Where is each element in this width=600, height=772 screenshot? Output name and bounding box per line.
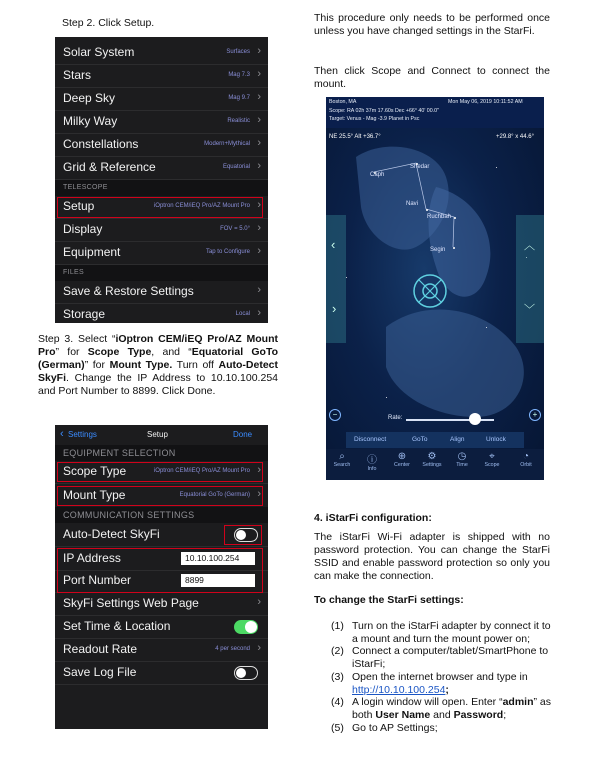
port-number-label: Port Number: [63, 573, 132, 587]
menu-row-value: Surfaces: [226, 49, 250, 55]
highlight-box: [57, 548, 263, 593]
highlight-box: [57, 486, 263, 506]
star-label-ruchbah: Ruchbah: [427, 214, 452, 220]
menu-row-value: Realistic: [227, 118, 250, 124]
section-heading-istarfi: 4. iStarFi configuration:: [314, 512, 432, 524]
tab-orbit[interactable]: [514, 451, 538, 468]
mount-type-label: Mount Type: [63, 488, 126, 502]
highlight-box: [224, 525, 262, 545]
menu-row-value: Mag 7.3: [228, 72, 250, 78]
para-istarfi: The iStarFi Wi-Fi adapter is shipped with no password protection. You can change the StarFi SSID and enable password protection so only you can make the connection.: [314, 531, 550, 582]
menu-row-label: Storage: [63, 307, 106, 321]
tab-label: Settings: [422, 462, 442, 468]
ip-address-label: IP Address: [63, 551, 121, 565]
sky-datetime: Mon May 06, 2019 10:11:52 AM: [448, 99, 523, 105]
heading-change-settings: To change the StarFi settings:: [314, 594, 464, 606]
chevron-right-icon: ›: [257, 284, 261, 296]
sky-ne-readout: NE 25.5° Alt +36.7°: [329, 134, 381, 140]
menu-row-rows-1[interactable]: [55, 65, 268, 88]
menu-row-rows-2[interactable]: [55, 88, 268, 111]
web-page-row[interactable]: [55, 593, 268, 616]
chevron-left-icon[interactable]: ‹: [60, 428, 64, 440]
section-telescope: TELESCOPE: [55, 180, 268, 196]
menu-row-value: iOptron CEM/iEQ Pro/AZ Mount Pro: [153, 203, 250, 209]
menu-row-label: Constellations: [63, 137, 139, 151]
step3-text: Step 3. Select “iOptron CEM/iEQ Pro/AZ Mount Pro” for Scope Type, and “Equatorial GoTo (German)” for Mount Type. Turn off Auto-Detect SkyFi. Change the IP Address to 10.10.100.254 and Port Number to 8899. Click Done.: [38, 333, 279, 397]
chevron-right-icon: ›: [257, 68, 261, 80]
sky-location: Boston, MA: [329, 99, 357, 105]
settings-menu-screenshot: [55, 37, 268, 323]
chevron-right-icon: ›: [257, 160, 261, 172]
highlight-box: [57, 197, 263, 218]
star-label-segin: Segin: [430, 247, 446, 253]
menu-row-label: Equipment: [63, 245, 121, 259]
star: [454, 217, 456, 219]
zoom-out-icon[interactable]: −: [329, 409, 341, 421]
menu-row-rows-0[interactable]: [55, 42, 268, 65]
goto-button[interactable]: GoTo: [412, 436, 428, 443]
tab-label: Scope: [484, 462, 500, 468]
section-equipment: EQUIPMENT SELECTION: [55, 445, 268, 461]
menu-row-rows2-2[interactable]: [55, 242, 268, 265]
time-location-toggle[interactable]: [234, 620, 258, 634]
menu-row-value: Mag 9.7: [228, 95, 250, 101]
zoom-in-icon[interactable]: +: [529, 409, 541, 421]
menu-row-value: FOV = 5.0°: [220, 226, 250, 232]
disconnect-button[interactable]: Disconnect: [354, 436, 387, 443]
tab-bar: [326, 449, 544, 480]
menu-row-label: Grid & Reference: [63, 160, 156, 174]
log-file-toggle[interactable]: [234, 666, 258, 680]
star: [386, 397, 387, 398]
chevron-right-icon: ›: [257, 307, 261, 319]
orbit-icon: ◔: [522, 451, 530, 462]
tab-label: Orbit: [520, 462, 532, 468]
skysafari-starmap-screenshot: [326, 97, 544, 480]
para-connect: Then click Scope and Connect to connect the mount.: [314, 65, 550, 90]
menu-row-label: Save & Restore Settings: [63, 284, 194, 298]
star-label-navi: Navi: [406, 201, 419, 207]
section-files: FILES: [55, 265, 268, 281]
tab-scope[interactable]: [480, 451, 504, 468]
menu-row-label: Milky Way: [63, 114, 118, 128]
star: [486, 327, 487, 328]
chevron-down-icon[interactable]: ﹀: [524, 304, 535, 316]
star: [426, 209, 428, 211]
mount-type-value: Equatorial GoTo (German): [179, 492, 250, 498]
clock-icon: ◷: [457, 451, 467, 462]
info-icon: ⓘ: [367, 455, 377, 466]
chevron-up-icon[interactable]: ︿: [524, 240, 535, 252]
telescope-icon: ⌖: [489, 451, 495, 462]
star-label-shedar: Shedar: [410, 164, 430, 170]
menu-row-label: Deep Sky: [63, 91, 116, 105]
scope-type-value: iOptron CEM/iEQ Pro/AZ Mount Pro: [153, 468, 250, 474]
crosshair-reticle-icon[interactable]: [412, 273, 448, 309]
center-icon: ⊕: [397, 451, 407, 462]
gear-icon: ⚙: [427, 451, 437, 462]
search-icon: ⌕: [339, 451, 345, 462]
right-slew-panel[interactable]: [516, 215, 544, 343]
readout-rate-label: Readout Rate: [63, 642, 138, 656]
menu-row-rows-4[interactable]: [55, 134, 268, 157]
star: [496, 167, 497, 168]
time-location-label: Set Time & Location: [63, 619, 171, 633]
menu-row-rows-5[interactable]: [55, 157, 268, 180]
log-file-label: Save Log File: [63, 665, 137, 679]
rate-label: Rate:: [388, 415, 403, 421]
chevron-right-icon: ›: [257, 245, 261, 257]
sky-target: Target: Venus - Mag -3.9 Planet in Psc: [329, 116, 420, 122]
back-button[interactable]: Settings: [68, 430, 97, 439]
tab-label: Search: [333, 462, 351, 468]
nav-title: Setup: [147, 430, 168, 439]
menu-row-value: Modern+Mythical: [204, 141, 250, 147]
menu-row-rows2-1[interactable]: [55, 219, 268, 242]
chevron-left-icon[interactable]: ‹: [331, 237, 336, 252]
unlock-button[interactable]: Unlock: [486, 436, 506, 443]
menu-row-label: Stars: [63, 68, 92, 82]
star: [346, 277, 347, 278]
menu-row-label: Display: [63, 222, 103, 236]
tab-search[interactable]: [330, 451, 354, 468]
menu-row-value: Local: [235, 311, 250, 317]
time-location-row: [55, 616, 268, 639]
chevron-right-icon: ›: [257, 222, 261, 234]
left-slew-panel[interactable]: [326, 215, 346, 343]
rate-slider-knob[interactable]: [469, 413, 481, 425]
menu-row-label: Setup: [63, 199, 95, 213]
chevron-right-icon: ›: [257, 642, 261, 654]
chevron-right-icon: ›: [257, 464, 261, 476]
web-page-label: SkyFi Settings Web Page: [63, 596, 199, 610]
menu-row-label: Solar System: [63, 45, 135, 59]
url-link[interactable]: http://10.10.100.254: [352, 683, 446, 696]
chevron-right-icon: ›: [257, 137, 261, 149]
menu-row-rows3-0[interactable]: [55, 281, 268, 304]
section-communication: COMMUNICATION SETTINGS: [55, 507, 268, 523]
tab-time[interactable]: [450, 451, 474, 468]
step2-text: Step 2. Click Setup.: [62, 17, 155, 29]
tab-label: Info: [367, 466, 377, 472]
readout-rate-value: 4 per second: [215, 646, 250, 652]
tab-label: Center: [394, 462, 410, 468]
chevron-right-icon[interactable]: ›: [332, 301, 337, 316]
chevron-right-icon: ›: [257, 45, 261, 57]
setup-screen-screenshot: [55, 425, 268, 729]
chevron-right-icon: ›: [257, 596, 261, 608]
menu-row-value: Tap to Configure: [205, 249, 250, 255]
readout-rate-row[interactable]: [55, 639, 268, 662]
ip-address-field[interactable]: 10.10.100.254: [181, 552, 255, 565]
star: [453, 247, 455, 249]
menu-row-rows-3[interactable]: [55, 111, 268, 134]
chevron-right-icon: ›: [257, 91, 261, 103]
tab-info[interactable]: [360, 451, 384, 472]
menu-row-value: Equatorial: [222, 164, 250, 170]
scope-type-label: Scope Type: [63, 464, 127, 478]
sky-scope-coords: Scope: RA 02h 37m 17.60s Dec +66° 40' 00.0": [329, 108, 439, 114]
star-label-caph: Caph: [370, 172, 385, 178]
chevron-right-icon: ›: [257, 199, 261, 211]
chevron-right-icon: ›: [257, 114, 261, 126]
menu-row-rows3-1[interactable]: [55, 304, 268, 323]
tab-label: Time: [456, 462, 468, 468]
tab-settings[interactable]: [420, 451, 444, 468]
align-button[interactable]: Align: [450, 436, 465, 443]
nav-bar: [55, 425, 268, 445]
para-procedure: This procedure only needs to be performed once unless you have changed settings in the StarFi.: [314, 12, 550, 37]
tab-center[interactable]: [390, 451, 414, 468]
done-button[interactable]: Done: [233, 430, 253, 439]
sky-fov-readout: +29.8° x 44.6°: [496, 134, 534, 140]
chevron-right-icon: ›: [257, 488, 261, 500]
action-bar: [346, 432, 524, 448]
port-number-field[interactable]: 8899: [181, 574, 255, 587]
auto-detect-label: Auto-Detect SkyFi: [63, 527, 160, 541]
highlight-box: [57, 462, 263, 482]
log-file-row: [55, 662, 268, 685]
